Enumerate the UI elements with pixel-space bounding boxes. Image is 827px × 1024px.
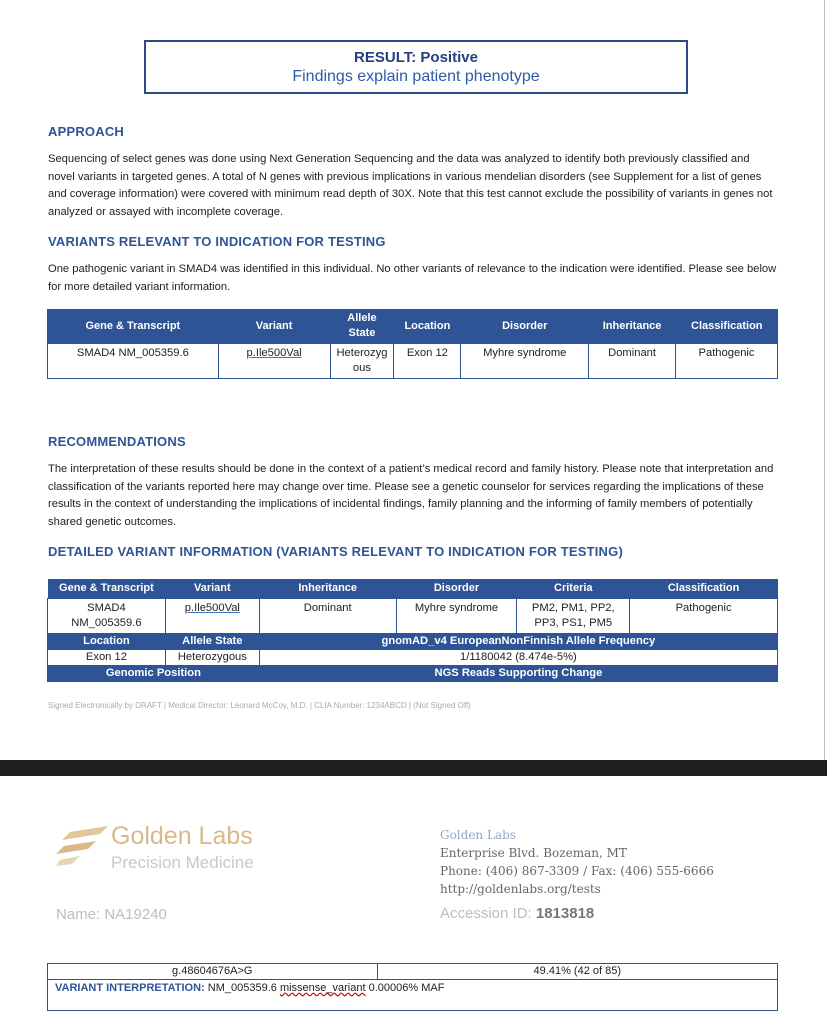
sub-header-row-2 [48,666,778,682]
detailed-heading: DETAILED VARIANT INFORMATION (VARIANTS RELEVANT TO INDICATION FOR TESTING) [48,544,623,559]
table-row [48,599,778,634]
col-classification: Classification [676,309,778,344]
cell-location: Exon 12 [394,344,461,379]
cell-inheritance: Dominant [589,344,676,379]
sub-location-header: Location [48,634,166,650]
dcell-inheritance: Dominant [259,599,396,634]
table-row [48,650,778,666]
recommendations-heading: RECOMMENDATIONS [48,434,186,449]
cell-classification: Pathogenic [676,344,778,379]
logo-subtitle: Precision Medicine [111,853,254,872]
sub-header-row [48,634,778,650]
sub-allele-header: Allele State [165,634,259,650]
interp-label: VARIANT INTERPRETATION: [55,982,205,994]
table-row [48,344,778,379]
accession-label: Accession ID: [440,905,536,922]
ngs-reads-header: NGS Reads Supporting Change [259,666,777,682]
cell-disorder: Myhre syndrome [461,344,589,379]
variants-text: One pathogenic variant in SMAD4 was identified in this individual. No other variants of relevance to the indication were identified. Please see below for more detailed variant information. [48,263,777,293]
approach-heading: APPROACH [48,124,124,139]
approach-text: Sequencing of select genes was done using Next Generation Sequencing and the data was analyzed to identify both previously classified and novel variants in targeted genes. A total of N genes with previous implications in various mendelian disorders (see Supplement for a list of genes and coverage information) were covered with minimum read depth of 30X. Note that this test cannot exclude the possibility of variants in genes not analyzed or assayed with incomplete coverage. [48,153,773,218]
lab-address-block [440,826,714,898]
variants-heading: VARIANTS RELEVANT TO INDICATION FOR TESTING [48,234,386,249]
table-header-row [48,309,778,344]
page-break-bar [0,760,827,776]
sub-allele-cell: Heterozygous [165,650,259,666]
dcell-variant: p.Ile500Val [165,599,259,634]
sub-gnomad-cell: 1/1180042 (8.474e-5%) [259,650,777,666]
result-box [144,40,688,94]
patient-name: Name: NA19240 [56,906,167,923]
lab-phone: Phone: (406) 867-3309 / Fax: (406) 555-6666 [440,864,714,878]
detailed-header-row [48,579,778,599]
cell-allele: Heterozygous [330,344,394,379]
result-title: RESULT: Positive [354,49,478,66]
lab-address: Enterprise Blvd. Bozeman, MT [440,846,627,860]
dcol-inheritance: Inheritance [259,579,396,599]
signature-line: Signed Electronically by DRAFT | Medical Director: Leonard McCoy, M.D. | CLIA Number: 1234ABCD | (Not Signed Off) [48,701,471,710]
cell-gene: SMAD4 NM_005359.6 [48,344,219,379]
dcol-criteria: Criteria [517,579,630,599]
interp-maf: 0.00006% MAF [368,982,445,994]
cell-variant: p.Ile500Val [218,344,330,379]
dcell-disorder: Myhre syndrome [396,599,517,634]
interp-transcript: NM_005359.6 [207,982,277,994]
golden-labs-logo-icon [56,826,110,871]
detailed-table [47,579,778,682]
sub-gnomad-header: gnomAD_v4 EuropeanNonFinnish Allele Frequency [259,634,777,650]
variants-table [47,309,778,379]
col-location: Location [394,309,461,344]
lab-url[interactable]: http://goldenlabs.org/tests [440,882,601,896]
col-variant: Variant [218,309,330,344]
report-page-2 [0,776,827,1024]
table-row [48,964,777,980]
dcol-variant: Variant [165,579,259,599]
lab-name: Golden Labs [440,828,516,842]
variant-interpretation [48,980,777,1010]
dcell-gene: SMAD4 NM_005359.6 [48,599,166,634]
col-inheritance: Inheritance [589,309,676,344]
recommendations-text: The interpretation of these results should be done in the context of a patient’s medical record and family history. Please note that interpretation and classification of the variants reported here may change over time. Please see a genetic counselor for services regarding the implications of these results in the context of understanding the implications of incidental findings, family planning and the informing of family members of potentially shared genetic outcomes. [48,463,774,528]
accession-value: 1813818 [535,905,595,922]
dcol-classification: Classification [630,579,778,599]
dcell-criteria: PM2, PM1, PP2, PP3, PS1, PM5 [517,599,630,634]
sub-location-cell: Exon 12 [48,650,166,666]
genomic-position-header: Genomic Position [48,666,260,682]
genomic-position-cell: g.48604676A>G [48,964,378,979]
dcell-classification: Pathogenic [630,599,778,634]
ngs-reads-cell: 49.41% (42 of 85) [533,965,621,977]
logo-title: Golden Labs [111,822,253,850]
dcol-gene: Gene & Transcript [48,579,166,599]
col-gene: Gene & Transcript [48,309,219,344]
dcol-disorder: Disorder [396,579,517,599]
accession-id [440,905,594,922]
interp-term: missense_variant [279,982,366,994]
result-subtitle: Findings explain patient phenotype [292,68,540,85]
bottom-table [47,963,778,1011]
col-disorder: Disorder [461,309,589,344]
col-allele: Allele State [330,309,394,344]
page-edge [824,0,825,760]
